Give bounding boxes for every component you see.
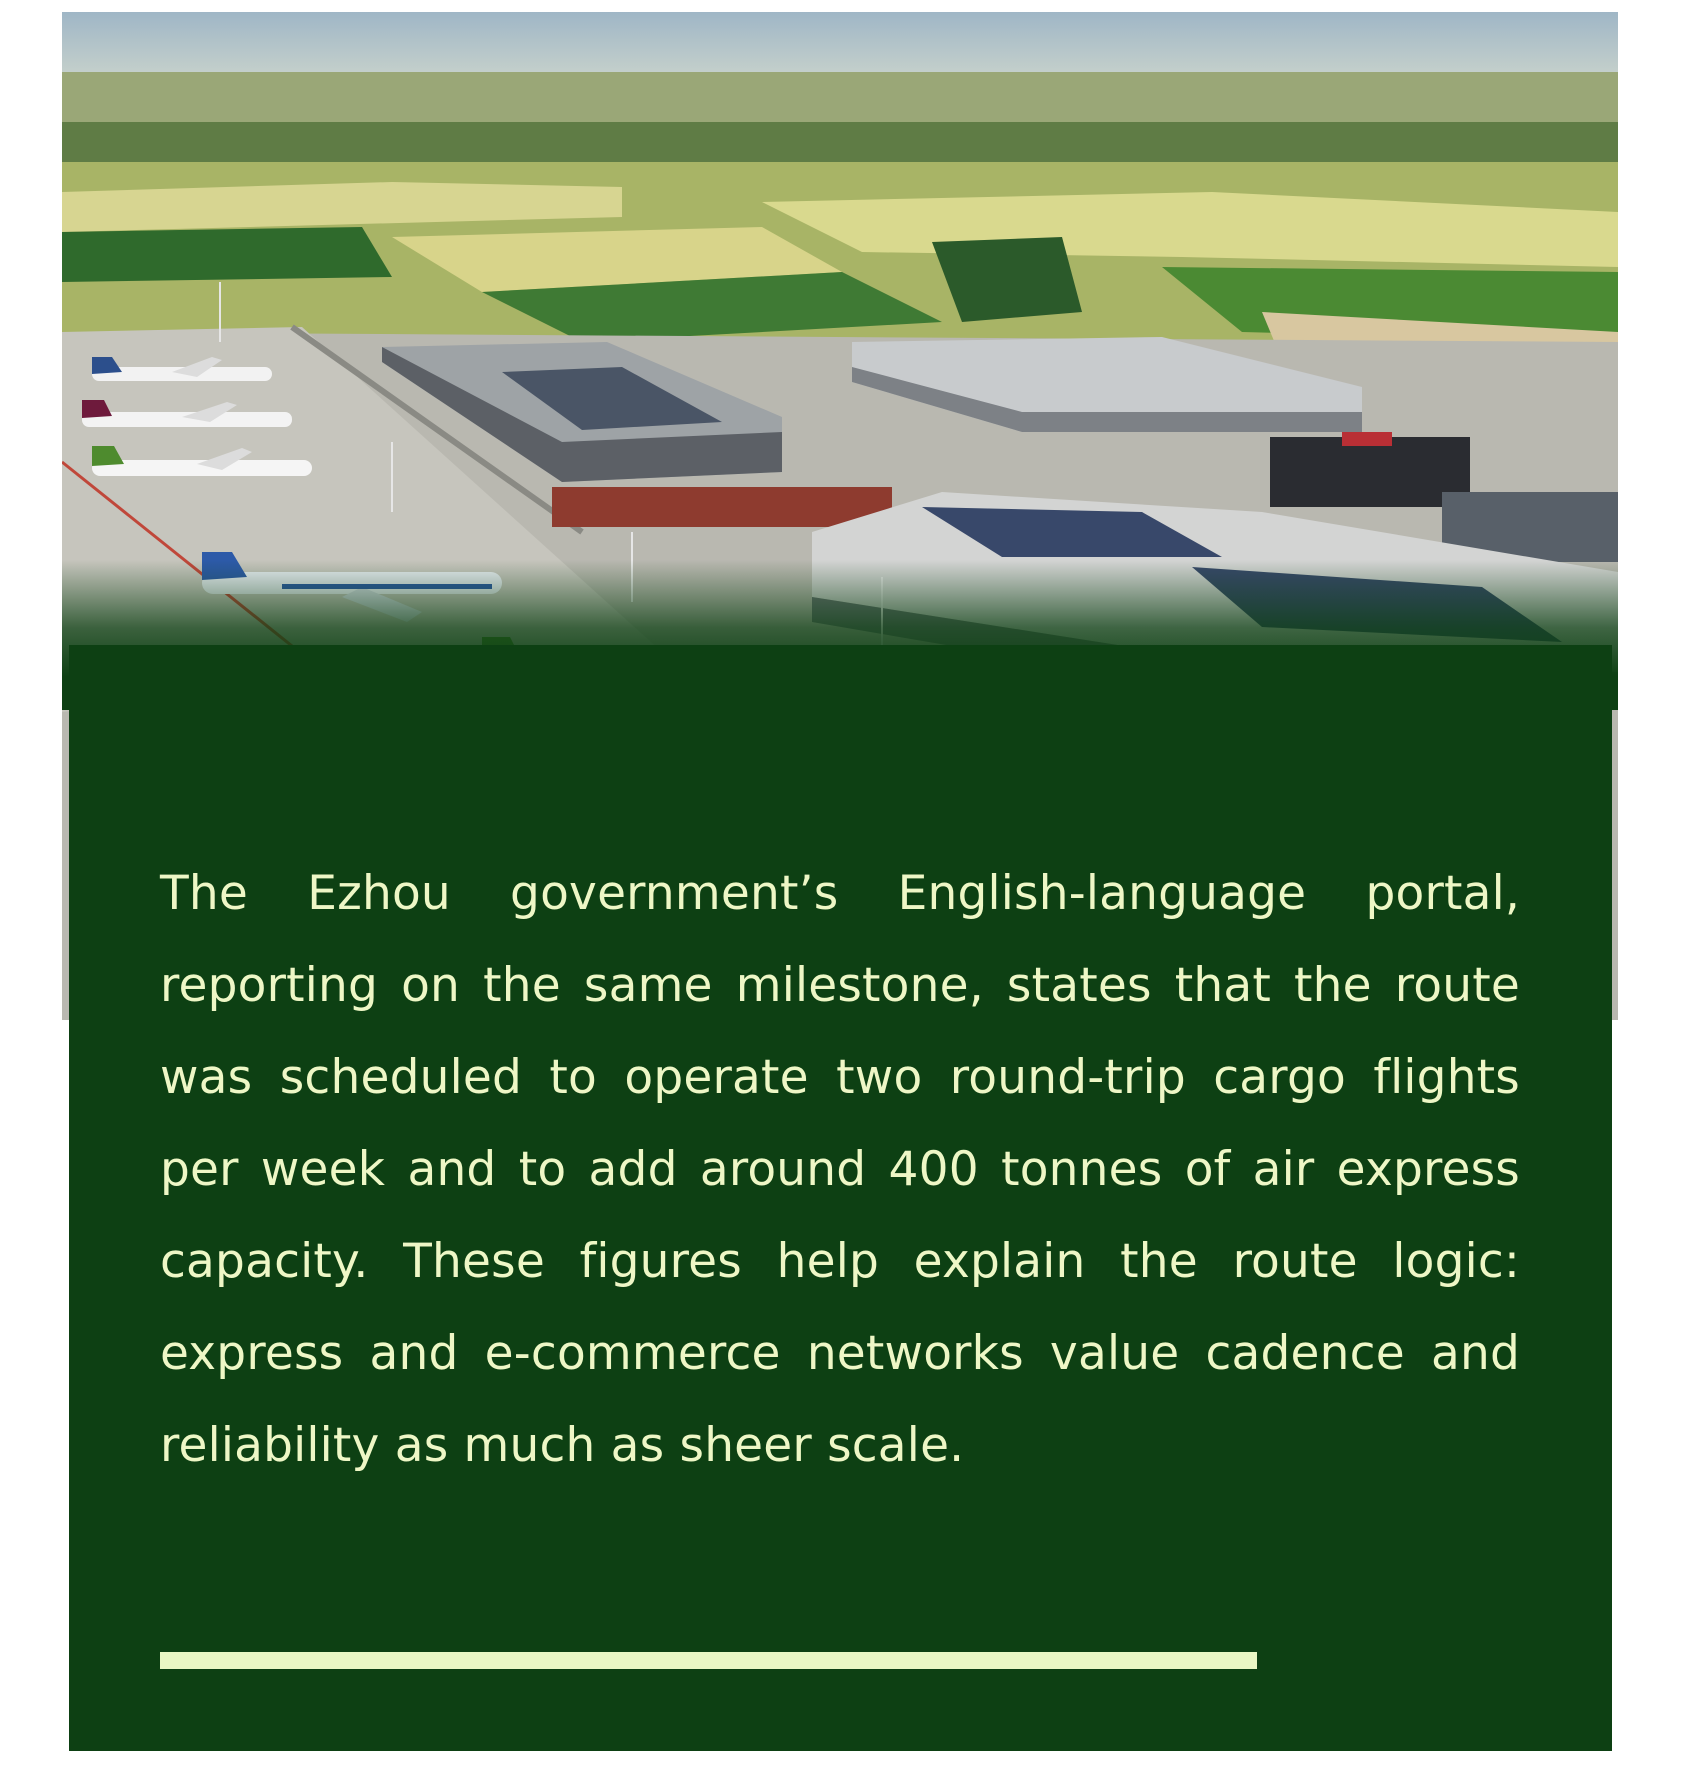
article-paragraph: The Ezhou government’s English-language portal, reporting on the same milestone, states that the route was scheduled to operate two round-trip cargo flights per week and to add around 400 tonnes of air express capacity. These figures help explain the route logic: express and e-commerce networks value cadence and reliability as much as sheer scale. [160,866,1520,1473]
accent-rule [160,1652,1257,1669]
office-red-top [1342,432,1392,446]
sky-haze [62,12,1618,82]
terminal-building [552,487,892,527]
tree-line [62,122,1618,162]
field-dark-1 [62,227,392,282]
office-building [1270,437,1470,507]
